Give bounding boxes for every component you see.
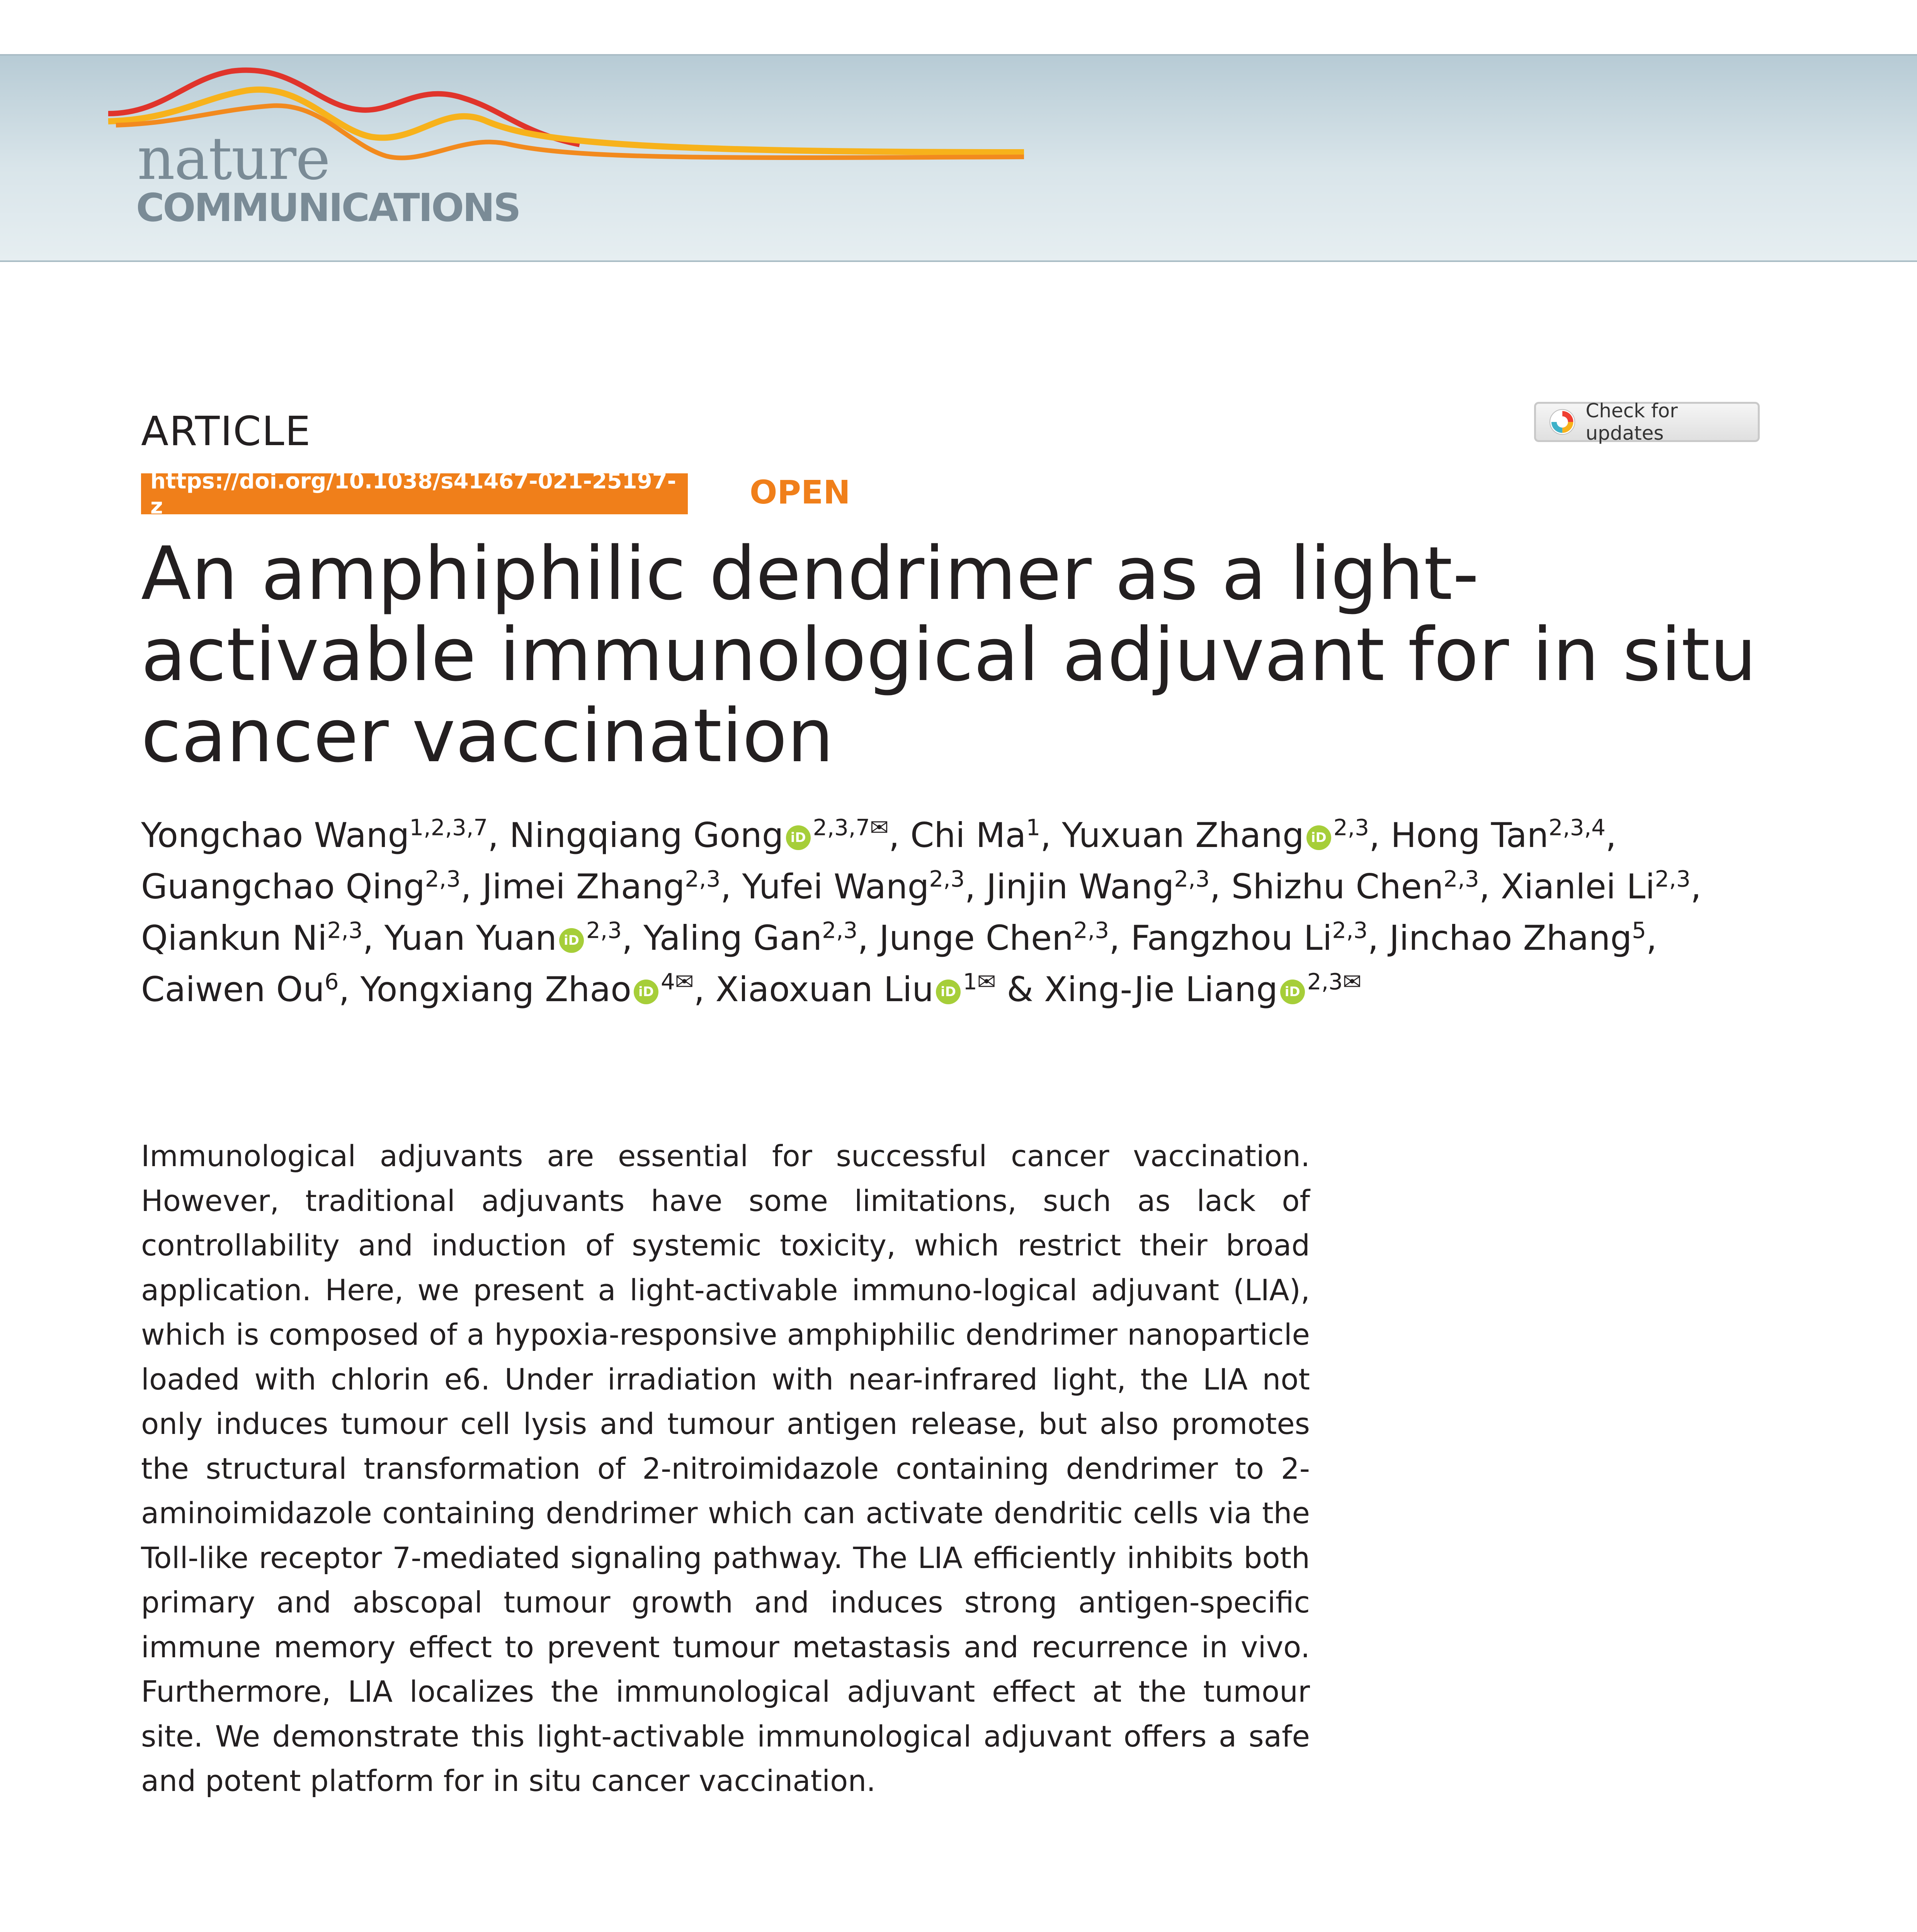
orcid-icon[interactable]: iD bbox=[786, 825, 811, 850]
author-name: Yuan Yuan bbox=[384, 918, 557, 958]
orcid-icon[interactable]: iD bbox=[1280, 980, 1305, 1004]
author-name: Shizhu Chen bbox=[1231, 867, 1444, 906]
author-name: Yufei Wang bbox=[742, 867, 929, 906]
author-affiliation-marker: 2,3 bbox=[327, 917, 363, 944]
author-name: Yaling Gan bbox=[643, 918, 822, 958]
check-for-updates-button[interactable] bbox=[1534, 402, 1760, 442]
author-affiliation-marker: 1,2,3,7 bbox=[409, 814, 488, 841]
author-name: Yongxiang Zhao bbox=[360, 969, 631, 1009]
doi-link-text: https://doi.org/10.1038/s41467-021-25197-z bbox=[150, 469, 676, 519]
author-affiliation-marker: 1✉ bbox=[963, 968, 996, 995]
author-affiliation-marker: 2,3 bbox=[1655, 866, 1691, 892]
author-affiliation-marker: 2,3 bbox=[1333, 814, 1369, 841]
author-affiliation-marker: 4✉ bbox=[661, 968, 694, 995]
journal-logo-communications: COMMUNICATIONS bbox=[136, 185, 520, 230]
author-affiliation-marker: 2,3 bbox=[1174, 866, 1210, 892]
doi-link[interactable] bbox=[141, 469, 688, 519]
author-name: Xiaoxuan Liu bbox=[715, 969, 934, 1009]
article-title: An amphiphilic dendrimer as a light-activable immunological adjuvant for in situ cancer vaccination bbox=[141, 531, 1757, 779]
author-name: Chi Ma bbox=[910, 815, 1026, 855]
open-access-label: OPEN bbox=[750, 473, 850, 511]
author-name: Jimei Zhang bbox=[482, 867, 685, 906]
check-for-updates-label: Check for updates bbox=[1585, 400, 1678, 444]
author-affiliation-marker: 2,3✉ bbox=[1307, 968, 1362, 995]
author-affiliation-marker: 2,3 bbox=[929, 866, 965, 892]
author-affiliation-marker: 1 bbox=[1026, 814, 1041, 841]
author-affiliation-marker: 5 bbox=[1632, 917, 1647, 944]
author-name: Yuxuan Zhang bbox=[1062, 815, 1304, 855]
author-name: Jinjin Wang bbox=[986, 867, 1174, 906]
author-name: Xing-Jie Liang bbox=[1044, 969, 1278, 1009]
author-name: Caiwen Ou bbox=[141, 969, 325, 1009]
author-affiliation-marker: 2,3 bbox=[685, 866, 721, 892]
author-name: Qiankun Ni bbox=[141, 918, 327, 958]
author-name: Hong Tan bbox=[1390, 815, 1549, 855]
author-name: Guangchao Qing bbox=[141, 867, 425, 906]
abstract: Immunological adjuvants are essential for successful cancer vaccination. However, traditional adjuvants have some limitations, such as lack of controllability and induction of systemic toxicity, which restrict their broad application. Here, we present a light-activable immuno-logical adjuvant (LIA), which is composed of a hypoxia-responsive amphiphilic dendrimer nanoparticle loaded with chlorin e6. Under irradiation with near-infrared light, the LIA not only induces tumour cell lysis and tumour antigen release, but also promotes the structural transformation of 2-nitroimidazole containing dendrimer to 2-aminoimidazole containing dendrimer which can activate dendritic cells via the Toll-like receptor 7-mediated signaling pathway. The LIA efficiently inhibits both primary and abscopal tumour growth and induces strong antigen-specific immune memory effect to prevent tumour metastasis and recurrence in vivo. Furthermore, LIA localizes the immunological adjuvant effect at the tumour site. We demonstrate this light-activable immunological adjuvant offers a safe and potent platform for in situ cancer vaccination. bbox=[141, 1139, 1310, 1798]
orcid-icon[interactable]: iD bbox=[1306, 825, 1331, 850]
orcid-icon[interactable]: iD bbox=[559, 928, 584, 953]
author-affiliation-marker: 2,3 bbox=[425, 866, 461, 892]
author-affiliation-marker: 2,3 bbox=[586, 917, 622, 944]
author-affiliation-marker: 2,3,7✉ bbox=[813, 814, 889, 841]
journal-logo-nature: nature bbox=[137, 124, 330, 193]
author-affiliation-marker: 2,3 bbox=[1332, 917, 1368, 944]
author-name: Junge Chen bbox=[879, 918, 1073, 958]
author-name: Fangzhou Li bbox=[1131, 918, 1332, 958]
author-name: Yongchao Wang bbox=[141, 815, 410, 855]
author-list: Yongchao Wang$^{1,2,3,7}$, Ningqiang Gong iD $^{2,3,7✉}$, Chi Ma$^1$, Yuxuan Zhang iD $^{2,3}$, Hong Tan$^{2,3,4}$, Guangchao Qing$^{2,3}$, Jimei Zhang$^{2,3}$, Yufei Wang$^{2,3}$, Jinjin Wang$^{2,3}$, Shizhu Chen$^{2,3}$, Xianlei Li$^{2,3}$, Qiankun Ni$^{2,3}$, Yuan Yuan iD $^{2,3}$, Yaling Gan$^{2,3}$, Junge Chen$^{2,3}$, Fangzhou Li$^{2,3}$, Jinchao Zhang$^5$, Caiwen Ou$^6$, Yongxiang Zhao iD $^{4✉}$, Xiaoxuan Liu iD $^{1✉}$ & Xing-Jie Liang iD $^{2,3✉}$ bbox=[141, 814, 1701, 1009]
author-name: Jinchao Zhang bbox=[1389, 918, 1632, 958]
orcid-icon[interactable]: iD bbox=[634, 980, 658, 1004]
author-affiliation-marker: 2,3,4 bbox=[1548, 814, 1606, 841]
article-type-label: ARTICLE bbox=[141, 408, 311, 455]
author-affiliation-marker: 2,3 bbox=[1073, 917, 1109, 944]
author-affiliation-marker: 2,3 bbox=[1443, 866, 1479, 892]
orcid-icon[interactable]: iD bbox=[936, 980, 961, 1004]
crossmark-icon bbox=[1549, 408, 1575, 435]
author-name: Xianlei Li bbox=[1500, 867, 1655, 906]
author-affiliation-marker: 6 bbox=[324, 968, 339, 995]
author-affiliation-marker: 2,3 bbox=[822, 917, 858, 944]
author-name: Ningqiang Gong bbox=[509, 815, 784, 855]
